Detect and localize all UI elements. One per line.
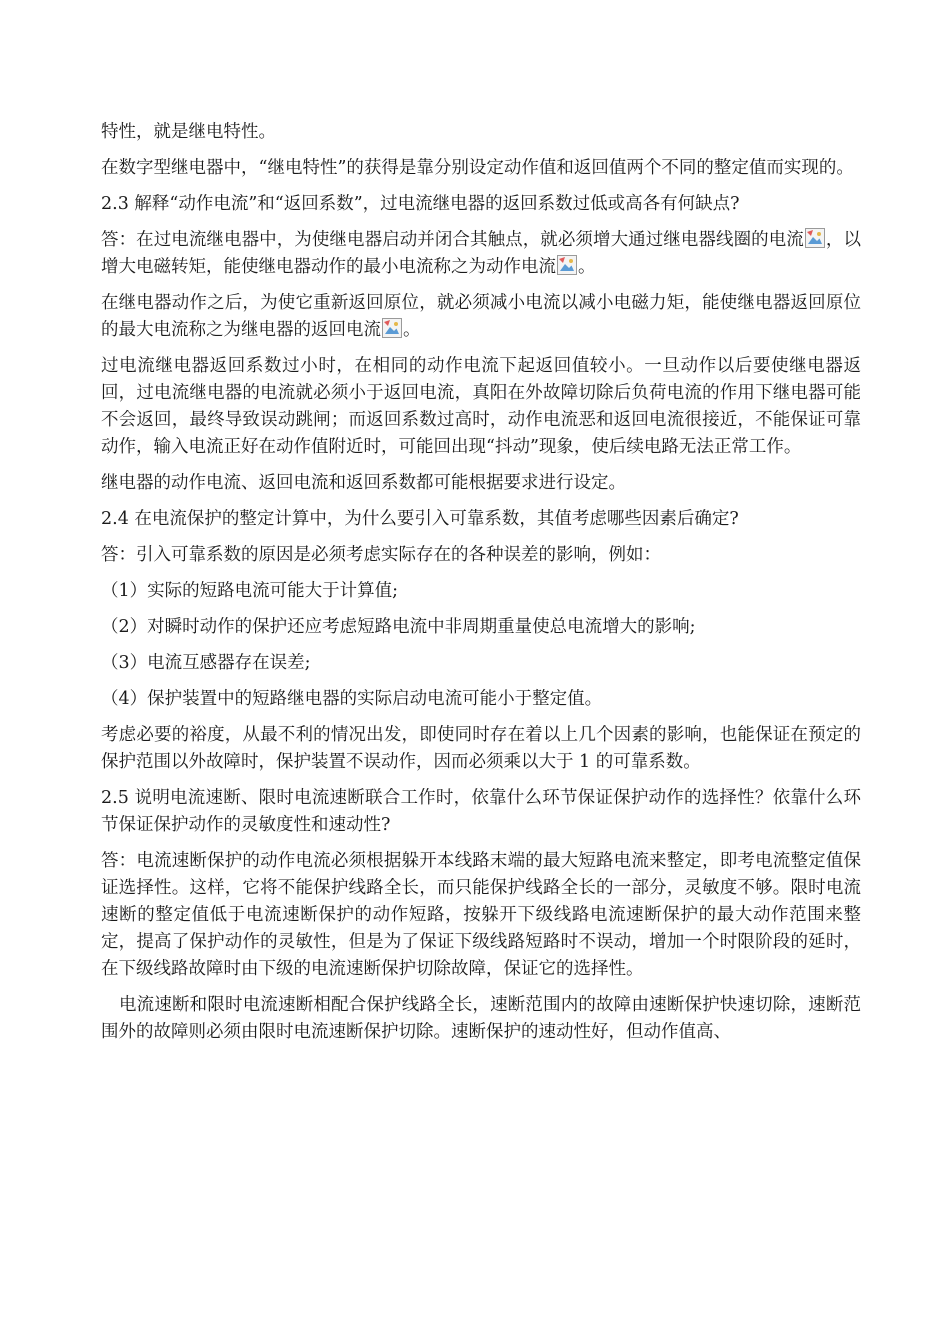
list-item: （3）电流互感器存在误差; <box>101 653 311 673</box>
question-2-3: 2.3 解释“动作电流”和“返回系数”，过电流继电器的返回系数过低或高各有何缺点? <box>101 194 740 214</box>
question-2-5: 2.5 说明电流速断、限时电流速断联合工作时，依靠什么环节保证保护动作的选择性？依靠什么环节保证保护动作的灵敏度性和速动性? <box>101 788 861 835</box>
paragraph-digital-relay: 在数字型继电器中，“继电特性”的获得是靠分别设定动作值和返回值两个不同的整定值而实现的。 <box>101 158 854 178</box>
paragraph-coordination: 电流速断和限时电流速断相配合保护线路全长，速断范围内的故障由速断保护快速切除，速断范围外的故障则必须由限时电流速断保护切除。速断保护的速动性好，但动作值高、 <box>101 995 861 1042</box>
broken-image-icon <box>557 255 577 275</box>
answer-2-3 <box>101 227 861 281</box>
answer-2-4: 答：引入可靠系数的原因是必须考虑实际存在的各种误差的影响，例如： <box>101 545 661 565</box>
question-2-4: 2.4 在电流保护的整定计算中，为什么要引入可靠系数，其值考虑哪些因素后确定? <box>101 509 739 529</box>
answer-2-3-text-3: 。 <box>578 257 596 277</box>
document-page <box>101 119 861 1055</box>
paragraph-settable: 继电器的动作电流、返回电流和返回系数都可能根据要求进行设定。 <box>101 473 626 493</box>
return-current-text-1: 在继电器动作之后，为使它重新返回原位，就必须减小电流以减小电磁力矩，能使继电器返回原位的最大电流称之为继电器的返回电流 <box>101 293 861 340</box>
list-item: （4）保护装置中的短路继电器的实际启动电流可能小于整定值。 <box>101 689 603 709</box>
paragraph-margin: 考虑必要的裕度，从最不利的情况出发，即使同时存在着以上几个因素的影响，也能保证在预定的保护范围以外故障时，保护装置不误动作，因而必须乘以大于 1 的可靠系数。 <box>101 725 861 772</box>
list-item: （1）实际的短路电流可能大于计算值; <box>101 581 399 601</box>
broken-image-icon <box>805 228 825 248</box>
answer-2-3-text-2: ，以增大电磁转矩，能使继电器动作的最小电流称之为动作电流 <box>101 230 862 277</box>
paragraph-relay-characteristic: 特性，就是继电特性。 <box>101 122 276 142</box>
paragraph-return-coefficient: 过电流继电器返回系数过小时，在相同的动作电流下起返回值较小。一旦动作以后要使继电器返回，过电流继电器的电流就必须小于返回电流，真阳在外故障切除后负荷电流的作用下继电器可能不会返回，最终导致误动跳闸；而返回系数过高时，动作电流恶和返回电流很接近，不能保证可靠动作，输入电流正好在动作值附近时，可能回出现“抖动”现象，使后续电路无法正常工作。 <box>101 356 861 457</box>
return-current-text-2: 。 <box>403 320 421 340</box>
list-item: （2）对瞬时动作的保护还应考虑短路电流中非周期重量使总电流增大的影响; <box>101 617 696 637</box>
answer-2-5: 答：电流速断保护的动作电流必须根据躲开本线路末端的最大短路电流来整定，即考电流整定值保证选择性。这样，它将不能保护线路全长，而只能保护线路全长的一部分，灵敏度不够。限时电流速断的整定值低于电流速断保护的动作短路，按躲开下级线路电流速断保护的最大动作范围来整定，提高了保护动作的灵敏性，但是为了保证下级线路短路时不误动，增加一个时限阶段的延时，在下级线路故障时由下级的电流速断保护切除故障，保证它的选择性。 <box>101 851 861 979</box>
answer-2-3-text-1: 答：在过电流继电器中，为使继电器启动并闭合其触点，就必须增大通过继电器线圈的电流 <box>101 230 804 250</box>
paragraph-return-current <box>101 290 861 344</box>
broken-image-icon <box>382 318 402 338</box>
